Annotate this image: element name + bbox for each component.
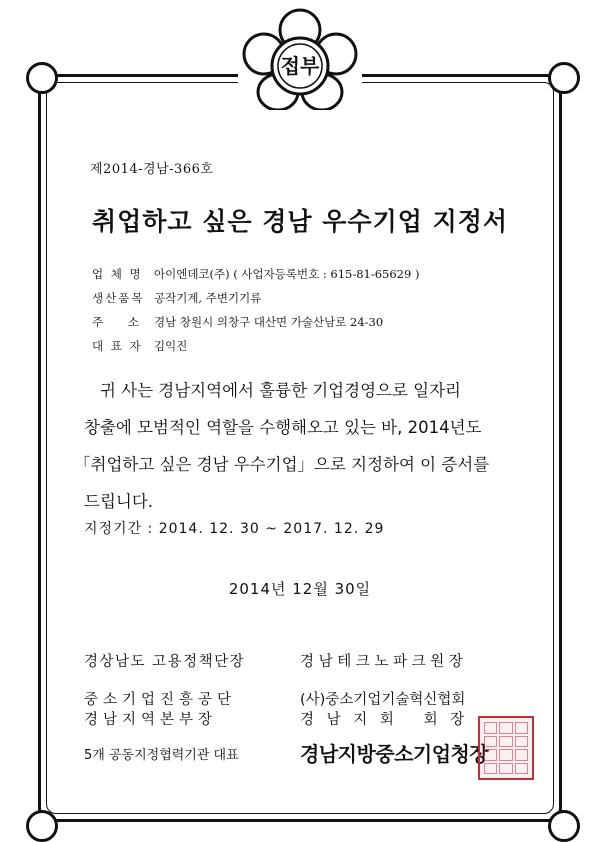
body-line: 귀 사는 경남지역에서 훌륭한 기업경영으로 일자리 bbox=[100, 381, 461, 400]
frame-corner-scroll-icon bbox=[548, 810, 580, 842]
info-row-company-name bbox=[92, 262, 419, 286]
body-line: 드립니다. bbox=[84, 492, 154, 511]
body-line: 창출에 모범적인 역할을 수행해오고 있는 바, 2014년도 bbox=[84, 418, 482, 437]
info-label: 주 소 bbox=[92, 315, 141, 329]
info-value: 공작기계, 주변기기류 bbox=[154, 291, 262, 305]
info-row-representative bbox=[92, 334, 419, 358]
frame-corner-scroll-icon bbox=[26, 810, 58, 842]
info-row-address bbox=[92, 310, 419, 334]
issuer-row3-left: 경남지역본부장 bbox=[84, 712, 218, 728]
frame-corner-scroll-icon bbox=[548, 62, 580, 94]
info-label: 생산품목 bbox=[92, 291, 145, 305]
issuer-row1-left: 경상남도 고용정책단장 bbox=[84, 654, 246, 670]
info-value: 김익진 bbox=[154, 339, 188, 353]
body-line: 「취업하고 싶은 경남 우수기업」으로 지정하여 이 증서를 bbox=[74, 455, 490, 474]
info-label: 대 표 자 bbox=[92, 339, 143, 353]
issue-date: 2014년 12월 30일 bbox=[228, 580, 372, 598]
certificate-title: 취업하고 싶은 경남 우수기업 지정서 bbox=[91, 207, 509, 236]
info-value: 경남 창원시 의창구 대산면 가술산남로 24-30 bbox=[154, 315, 384, 329]
frame-corner-scroll-icon bbox=[26, 62, 58, 94]
issuer-row2-right: (사)중소기업기술혁신협회 bbox=[300, 692, 466, 708]
representative-label: 5개 공동지정협력기관 대표 bbox=[84, 748, 239, 763]
issuer-row2-left: 중소기업진흥공단 bbox=[84, 692, 237, 708]
issuer-row3-right: 경 남 지 회 회 장 bbox=[300, 712, 469, 728]
official-red-seal-icon bbox=[478, 716, 534, 780]
info-label: 업 체 명 bbox=[92, 267, 143, 281]
info-value: 아이엔데코(주) ( 사업자등록번호 : 615-81-65629 ) bbox=[154, 267, 420, 281]
info-row-products bbox=[92, 286, 419, 310]
issuer-row1-right: 경 남 테 크 노 파 크 원 장 bbox=[300, 654, 463, 670]
designation-period: 지정기간 : 2014. 12. 30 ~ 2017. 12. 29 bbox=[84, 521, 385, 537]
document-number: 제2014-경남-366호 bbox=[90, 162, 214, 177]
emblem-text: 접부 bbox=[280, 54, 320, 78]
representative-name: 경남지방중소기업청장 bbox=[300, 742, 489, 766]
certificate-body bbox=[74, 372, 524, 520]
company-info-table bbox=[92, 262, 419, 358]
